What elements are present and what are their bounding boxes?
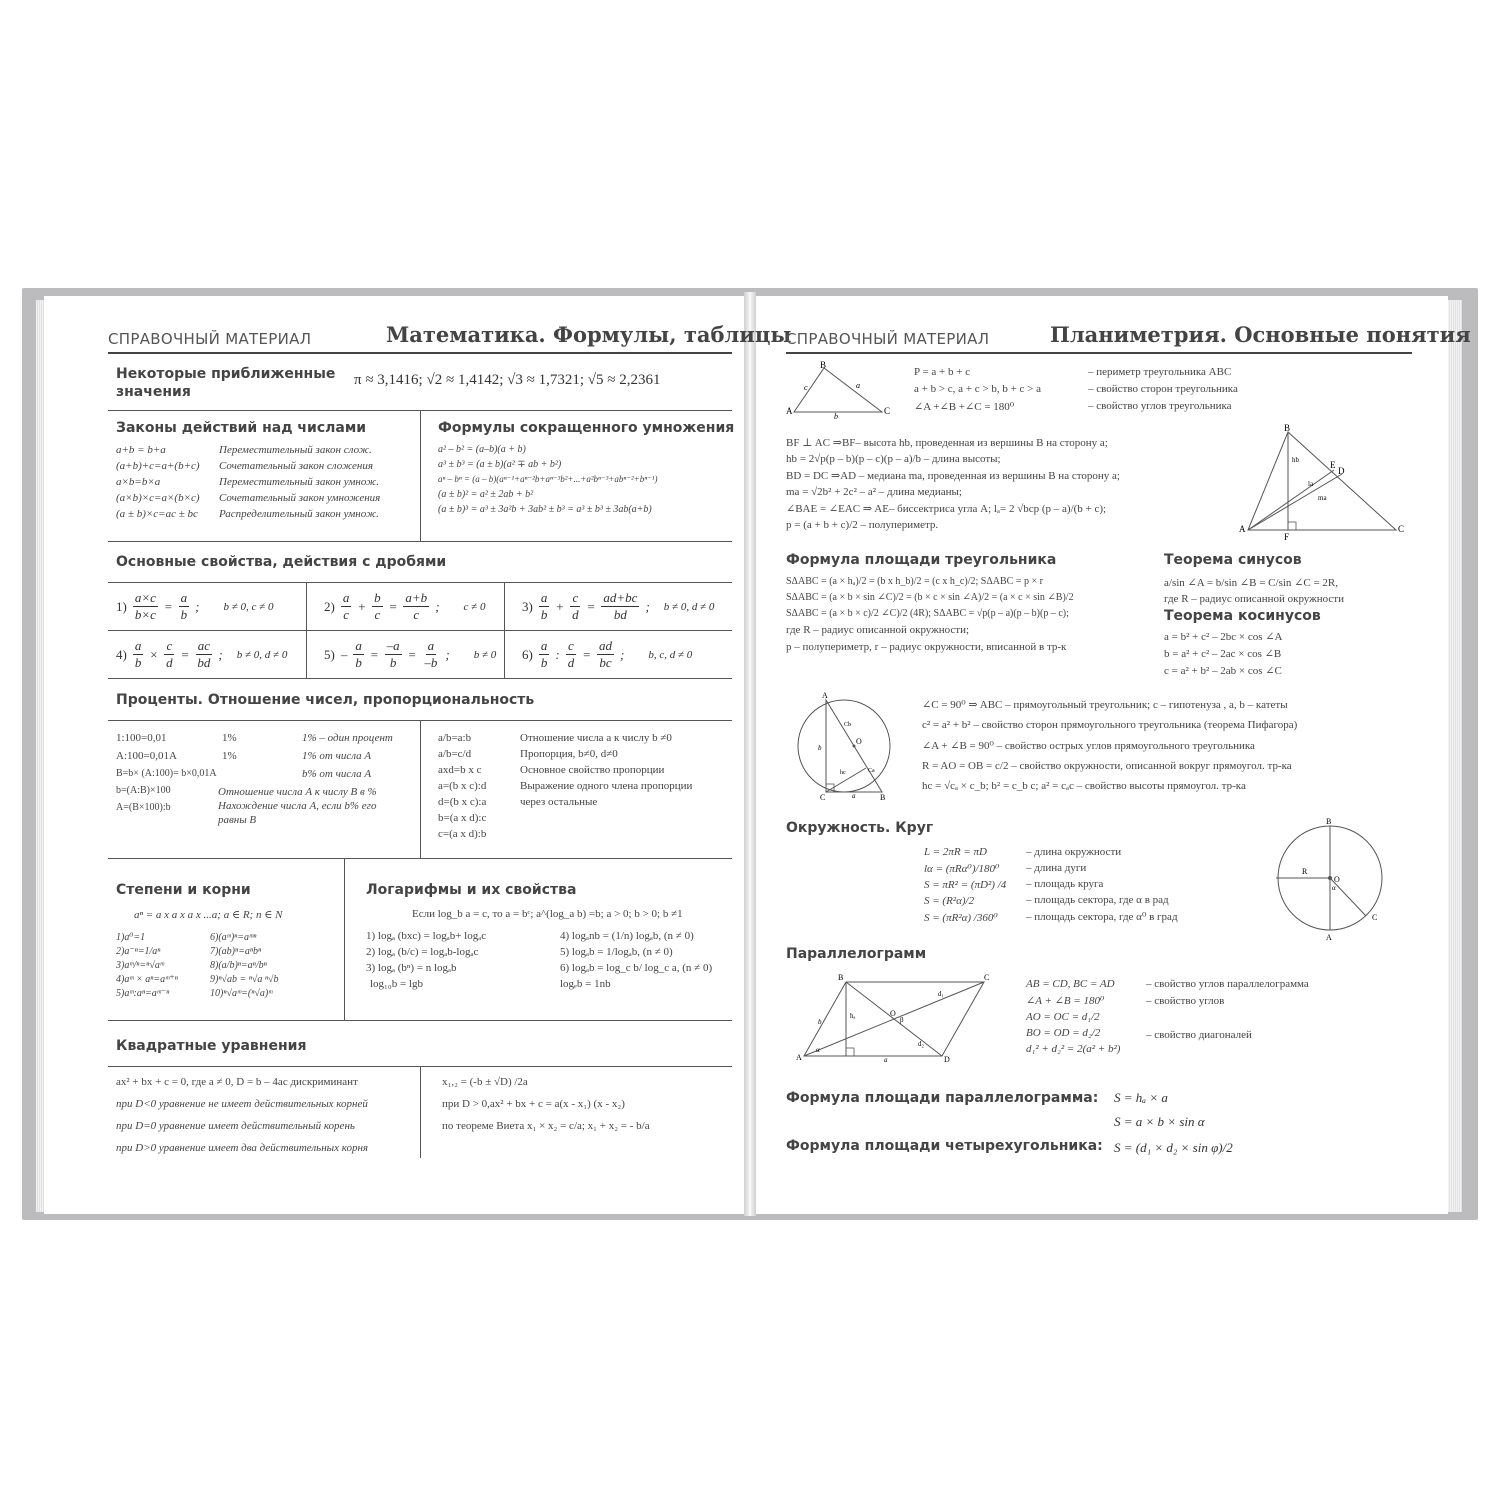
- fraction: $\frac{c}{d}$: [567, 638, 575, 670]
- tri2-line: p = (a + b + c)/2 – полупериметр.: [786, 519, 939, 531]
- circle-note: – длина дуги: [1026, 862, 1087, 874]
- powers-col-1: [116, 932, 178, 999]
- cosines-lines: [1164, 630, 1282, 677]
- circle-formula: S = (πR²α) /360⁰: [924, 912, 998, 924]
- tri1-formula: P = a + b + c: [914, 366, 971, 378]
- tri2-lines: [786, 436, 1120, 531]
- vertex-label: B: [838, 973, 844, 982]
- laws-formulas: [116, 444, 200, 520]
- fraction: $\frac{a+b}{c}$: [405, 590, 428, 622]
- angle-label: β: [900, 1016, 904, 1024]
- law-desc: Сочетательный закон умножения: [219, 492, 381, 504]
- triangle-abc-diagram: [784, 360, 894, 420]
- fraction-rule-number: 2): [324, 598, 335, 614]
- power-rule: 9)ⁿ√ab = ⁿ√a ⁿ√b: [210, 974, 279, 985]
- left-header-title: Математика. Формулы, таблицы: [386, 322, 792, 347]
- area-line: p – полупериметр, r – радиус окружности, вписанной в тр-к: [786, 641, 1067, 653]
- law-desc: Переместительный закон слож.: [219, 444, 372, 456]
- vertex-label: B: [1284, 423, 1291, 433]
- short-mult-formula: a³ ± b³ = (a ± b)(a² ∓ ab + b²): [438, 459, 562, 470]
- law-desc: Сочетательный закон сложения: [219, 460, 374, 472]
- quad-area-formula: S = (d₁ × d₂ × sin φ)/2: [1114, 1140, 1233, 1155]
- right-tri-line: R = AO = OB = c/2 – свойство окружности, описанной вокруг прямоугол. тр-ка: [922, 760, 1292, 772]
- power-rule: 2)a⁻ⁿ=1/aⁿ: [116, 946, 161, 957]
- power-rule: 7)(ab)ⁿ=aⁿbⁿ: [210, 946, 262, 957]
- laws-descriptions: [219, 444, 380, 520]
- fractions-title: Основные свойства, действия с дробями: [116, 554, 447, 570]
- short-mult-formula: a² – b² = (a–b)(a + b): [438, 444, 526, 455]
- logs-col-1: [366, 930, 486, 990]
- column-divider: [420, 720, 421, 858]
- tri2-line: BF ⊥ AC ⇒BF– высота hb, проведенная из вершины B на сторону a;: [786, 437, 1108, 449]
- point-label: A: [1326, 933, 1332, 942]
- par-area-formula-2: S = a × b × sin α: [1114, 1114, 1205, 1129]
- power-rule: 6)(aᵐ)ⁿ=aᵐⁿ: [210, 932, 257, 943]
- right-triangle-circle-diagram: [792, 690, 892, 802]
- short-mult-title: Формулы сокращенного умножения: [438, 420, 735, 436]
- proportion-desc: Пропорция, b≠0, d≠0: [520, 748, 618, 760]
- parallelogram-formula: AO = OC = d₁/2: [1026, 1011, 1100, 1023]
- right-header-rule: [786, 352, 1412, 354]
- fraction: $\frac{c}{d}$: [572, 590, 579, 622]
- quad-line: x₁,₂ = (-b ± √D) /2a: [442, 1076, 528, 1088]
- vertex-label: A: [786, 406, 793, 416]
- proportion-desc: Отношение числа a к числу b ≠0: [520, 732, 672, 744]
- logs-definition: Если log_b a = c, то a = bᶜ; a^(log_a b) =b; a > 0; b > 0; b ≠1: [412, 908, 683, 920]
- vertex-label: E: [1330, 460, 1336, 470]
- proportion-descriptions: [520, 732, 692, 808]
- cosines-title: Теорема косинусов: [1164, 608, 1321, 624]
- column-divider: [504, 582, 505, 678]
- circle-formula: L = 2πR = πD: [924, 846, 987, 858]
- power-rule: 1)a⁰=1: [116, 932, 146, 943]
- area-line: SΔABC = (a × hₐ)/2 = (b x h_b)/2 = (c x h_c)/2; SΔABC = p × r: [786, 576, 1043, 587]
- percent-formula: B=b× (A:100)= b×0,01A: [116, 768, 217, 779]
- quad-line: при D > 0,ax² + bx + c = a(x - x₁) (x - x₂): [442, 1098, 625, 1110]
- law-formula: a×b=b×a: [116, 476, 161, 488]
- power-rule: 8)(a/b)ⁿ=aⁿ/bⁿ: [210, 960, 267, 971]
- proportion-formula: a=(b x c):d: [438, 780, 487, 792]
- circle-note: – площадь сектора, где α в рад: [1026, 894, 1169, 906]
- fraction-condition: c ≠ 0: [463, 600, 486, 613]
- right-tri-lines: [922, 698, 1297, 792]
- side-label: a: [856, 381, 860, 390]
- log-rule: 4) logₐnb = (1/n) logₐb, (n ≠ 0): [560, 930, 694, 942]
- radius-label: R: [1302, 867, 1308, 876]
- short-mult-formula: aⁿ – bⁿ = (a – b)(aⁿ⁻¹+aⁿ⁻²b+aⁿ⁻³b²+...+a²bⁿ⁻³+abⁿ⁻²+bⁿ⁻¹): [438, 474, 658, 484]
- left-page: [44, 296, 792, 1212]
- area-title: Формула площади треугольника: [786, 552, 1057, 568]
- segment-label: Ca: [868, 768, 875, 774]
- quad-title: Квадратные уравнения: [116, 1038, 307, 1054]
- fraction: $\frac{a}{c}$: [342, 590, 350, 622]
- log-rule: log₁₀b = lgb: [370, 978, 423, 990]
- circle-note: – площадь круга: [1026, 878, 1104, 890]
- powers-col-2: [210, 932, 279, 999]
- power-rule: 5)aᵐ:aⁿ=aᵐ⁻ⁿ: [116, 988, 170, 999]
- fraction-rule-number: 5): [324, 646, 335, 662]
- tri1-note: – свойство углов треугольника: [1088, 400, 1232, 412]
- left-header-rule: [108, 352, 732, 354]
- fraction-rule-2: 2) $\frac{a}{c}$ + $\frac{b}{c}$ = $\frac{a+b}{c}$ ; c ≠ 0: [324, 590, 486, 622]
- vertex-label: B: [880, 793, 886, 802]
- proportion-formula: a/b=c/d: [438, 748, 472, 760]
- circle-formula: S = πR² = (πD²) /4: [924, 879, 1007, 891]
- point-label: O: [1334, 875, 1340, 884]
- side-label: b: [818, 744, 822, 752]
- quad-line: ax² + bx + c = 0, где a ≠ 0, D = b – 4ac дискриминант: [116, 1076, 358, 1088]
- fraction: $\frac{-a}{b}$: [386, 638, 400, 670]
- right-tri-line: c² = a² + b² – свойство сторон прямоугольного треугольника (теорема Пифагора): [922, 719, 1298, 731]
- parallelogram-title: Параллелограмм: [786, 946, 927, 962]
- approx-values: π ≈ 3,1416; √2 ≈ 1,4142; √3 ≈ 1,7321; √5 ≈ 2,2361: [354, 372, 661, 388]
- fraction-condition: b ≠ 0: [473, 648, 497, 661]
- fraction: $\frac{b}{c}$: [374, 590, 381, 622]
- sines-line: a/sin ∠A = b/sin ∠B = C/sin ∠C = 2R,: [1164, 577, 1339, 589]
- vertex-label: B: [820, 360, 827, 370]
- divider: [108, 541, 732, 542]
- parallelogram-formula: d₁² + d₂² = 2(a² + b²): [1026, 1043, 1121, 1055]
- percent-formula: b=(A:B)×100: [116, 785, 171, 796]
- fraction-rule-number: 3): [522, 598, 533, 614]
- parallelogram-note: – свойство углов: [1146, 995, 1225, 1007]
- fraction: $\frac{ad+bc}{bd}$: [603, 590, 638, 622]
- law-desc: Переместительный закон умнож.: [219, 476, 380, 488]
- segment-label: hb: [1292, 456, 1299, 464]
- right-page: [752, 296, 1471, 1212]
- angle-label: α: [816, 1046, 820, 1054]
- vertex-label: C: [1398, 524, 1405, 534]
- segment-label: hc: [840, 770, 846, 776]
- circle-title: Окружность. Круг: [786, 820, 934, 836]
- fraction: $\frac{a}{b}$: [540, 638, 548, 670]
- circle-diagram: [1268, 816, 1398, 940]
- percent-title: Проценты. Отношение чисел, пропорциональность: [116, 692, 535, 708]
- segment-label: Cb: [844, 722, 852, 728]
- percent-formula: A=(B×100):b: [116, 802, 171, 813]
- log-rule: 3) logₐ (bⁿ) = n logₐb: [366, 962, 457, 974]
- proportion-desc: через остальные: [520, 796, 598, 808]
- column-divider: [420, 1066, 421, 1158]
- parallelogram-note: – свойство углов параллелограмма: [1146, 978, 1309, 990]
- divider: [108, 582, 732, 583]
- segment-label: la: [1308, 480, 1314, 488]
- tri2-line: BD = DC ⇒AD – медиана ma, проведенная из вершины B на сторону a;: [786, 470, 1120, 482]
- tri1-note: – периметр треугольника ABC: [1088, 366, 1232, 378]
- vertex-label: O: [856, 737, 862, 746]
- log-rule: 2) logₐ (b/c) = logₐb-logₐc: [366, 946, 479, 958]
- side-label: b: [818, 1018, 822, 1026]
- quad-left: [116, 1076, 368, 1154]
- side-label: a: [852, 792, 856, 800]
- quad-line: при D<0 уравнение не имеет действительных корней: [116, 1098, 368, 1110]
- column-divider: [344, 858, 345, 1020]
- parallelogram-diagram: [794, 972, 994, 1064]
- parallelogram-notes: [1146, 978, 1309, 1042]
- fraction: $\frac{ac}{bd}$: [197, 638, 211, 670]
- sines-title: Теорема синусов: [1164, 552, 1302, 568]
- fraction-condition: b ≠ 0, c ≠ 0: [223, 600, 274, 613]
- percent-value: 1%: [222, 732, 237, 744]
- log-rule: logₑb = 1nb: [560, 978, 611, 990]
- point-label: O: [890, 1009, 896, 1018]
- side-label: a: [884, 1056, 888, 1064]
- fraction-rule-4: 4) $\frac{a}{b}$ × $\frac{c}{d}$ = $\frac{ac}{bd}$ ; b ≠ 0, d ≠ 0: [116, 638, 288, 670]
- sines-lines: [1164, 576, 1344, 605]
- percent-desc: 1% от числа A: [302, 750, 372, 762]
- circle-notes: [1026, 846, 1178, 923]
- percent-desc: b% от числа A: [302, 768, 372, 780]
- fraction: $\frac{a}{-b}$: [424, 638, 438, 670]
- fraction-rule-6: 6) $\frac{a}{b}$ : $\frac{c}{d}$ = $\frac{ad}{bc}$ ; b, c, d ≠ 0: [522, 638, 693, 670]
- percent-col-a: [116, 732, 217, 813]
- fraction-condition: b ≠ 0, d ≠ 0: [663, 600, 715, 613]
- vertex-label: D: [944, 1055, 950, 1064]
- fraction-rule-5: 5) – $\frac{a}{b}$ = $\frac{-a}{b}$ = $\frac{a}{-b}$ ; b ≠ 0: [324, 638, 497, 670]
- tri2-line: ∠BAE = ∠EAC ⇒ AE– биссектриса угла A; lₐ= 2 √bcp (p – a)/(b + c);: [786, 503, 1107, 515]
- tri1-formulas: [914, 366, 1041, 413]
- divider: [108, 858, 732, 859]
- sines-line: где R – радиус описанной окружности: [1164, 593, 1345, 605]
- fraction-rule-number: 1): [116, 598, 127, 614]
- percent-desc: Нахождение числа A, если b% его: [218, 800, 377, 812]
- tri1-notes: [1088, 366, 1238, 412]
- percent-desc: равны B: [218, 814, 257, 826]
- power-rule: 10)ⁿ√aᵐ=(ⁿ√a)ᵐ: [210, 988, 273, 999]
- right-tri-line: hc = √cₐ × c_b; b² = c_b c; a² = cₐc – свойство высоты прямоугол. тр-ка: [922, 780, 1246, 792]
- law-formula: a+b = b+a: [116, 444, 166, 456]
- proportion-formula: a/b=a:b: [438, 732, 472, 744]
- angle-label: α: [1332, 884, 1336, 892]
- tri2-line: ma = √2b² + 2c² – a² – длина медианы;: [786, 486, 962, 498]
- divider: [108, 1020, 732, 1021]
- logs-col-2: [560, 930, 712, 990]
- area-line: SΔABC = (a × b × c)/2 ∠C)/2 (4R); SΔABC = √p(p – a)(p – b)(p – c);: [786, 608, 1069, 619]
- law-formula: (a ± b)×c=ac ± bc: [116, 508, 198, 520]
- height-label: hₐ: [850, 1012, 856, 1020]
- proportion-formula: b=(a x d):c: [438, 812, 487, 824]
- point-label: C: [1372, 913, 1378, 922]
- log-rule: 1) logₐ (bxc) = logₐb+ logₐc: [366, 930, 487, 942]
- logs-title: Логарифмы и их свойства: [366, 882, 577, 898]
- area-lines: [786, 576, 1074, 653]
- diagonal-label: d₂: [918, 1040, 924, 1048]
- percent-desc: 1% – один процент: [302, 732, 393, 744]
- short-mult-formulas: [438, 444, 658, 515]
- divider: [108, 630, 732, 631]
- percent-col-b: [222, 732, 237, 762]
- segment-label: ma: [1318, 494, 1327, 502]
- proportion-formula: d=(b x c):a: [438, 796, 487, 808]
- column-divider: [420, 410, 421, 541]
- tri1-formula: a + b > c, a + c > b, b + c > a: [914, 383, 1042, 395]
- power-rule: 4)aᵐ × aⁿ=aᵐ⁺ⁿ: [116, 974, 178, 985]
- powers-definition: aⁿ = a x a x a x ...a; a ∈ R; n ∈ N: [134, 909, 283, 921]
- area-line: где R – радиус описанной окружности;: [786, 624, 970, 636]
- point-label: B: [1326, 817, 1332, 826]
- left-header-label: СПРАВОЧНЫЙ МАТЕРИАЛ: [108, 330, 312, 348]
- circle-formulas: [924, 846, 1006, 924]
- cosines-line: a = b² + c² – 2bc × cos ∠A: [1164, 631, 1283, 643]
- parallelogram-formula: ∠A + ∠B = 180⁰: [1026, 995, 1105, 1007]
- area-line: SΔABC = (a × b × sin ∠C)/2 = (b × c × sin ∠A)/2 = (a × c × sin ∠B)/2: [786, 592, 1074, 603]
- power-rule: 3)aᵐ/ⁿ=ⁿ√aᵐ: [116, 960, 164, 971]
- percent-formula: 1:100=0,01: [116, 732, 167, 744]
- quad-right: [442, 1076, 650, 1132]
- quad-line: по теореме Виета x₁ × x₂ = c/a; x₁ + x₂ = - b/a: [442, 1120, 650, 1132]
- parallelogram-note: – свойство диагоналей: [1146, 1029, 1252, 1041]
- side-label: c: [804, 383, 808, 392]
- right-tri-line: ∠C = 90⁰ ⇒ ABC – прямоугольный треугольник; c – гипотенуза , a, b – катеты: [922, 699, 1288, 711]
- fraction: $\frac{a}{b}$: [540, 590, 548, 622]
- fraction-rule-3: 3) $\frac{a}{b}$ + $\frac{c}{d}$ = $\frac{ad+bc}{bd}$ ; b ≠ 0, d ≠ 0: [522, 590, 715, 622]
- proportion-formula: c=(a x d):b: [438, 828, 487, 840]
- fraction: $\frac{a\times c}{b\times c}$: [134, 590, 156, 622]
- fraction-condition: b ≠ 0, d ≠ 0: [236, 648, 288, 661]
- proportion-formula: axd=b x c: [438, 764, 482, 776]
- percent-value: 1%: [222, 750, 237, 762]
- law-desc: Распределительный закон умнож.: [219, 508, 379, 520]
- vertex-label: A: [822, 691, 828, 700]
- diagonal-label: d₁: [938, 990, 944, 998]
- cosines-line: c = a² + b² – 2ab × cos ∠C: [1164, 665, 1282, 677]
- parallelogram-note: [1146, 1012, 1309, 1025]
- log-rule: 6) logₐb = log_c b/ log_c a, (n ≠ 0): [560, 962, 713, 974]
- powers-title: Степени и корни: [116, 882, 251, 898]
- column-divider: [306, 582, 307, 678]
- side-label: b: [834, 412, 838, 421]
- parallelogram-formula: AB = CD, BC = AD: [1026, 978, 1115, 990]
- parallelogram-formula: BO = OD = d₂/2: [1026, 1027, 1101, 1039]
- fraction: $\frac{ad}{bc}$: [598, 638, 612, 670]
- percent-col-c2: [218, 786, 377, 826]
- proportion-desc: Основное свойство пропорции: [520, 764, 665, 776]
- par-area-label: Формула площади параллелограмма:: [786, 1090, 1099, 1106]
- vertex-label: D: [1338, 466, 1345, 476]
- quad-line: при D=0 уравнение имеет действительный корень: [116, 1120, 355, 1132]
- fraction: $\frac{a}{b}$: [134, 638, 142, 670]
- proportion-formulas: [438, 732, 486, 840]
- right-header-label: СПРАВОЧНЫЙ МАТЕРИАЛ: [786, 330, 990, 348]
- approx-title-2: значения: [116, 384, 191, 400]
- fraction-condition: b, c, d ≠ 0: [648, 648, 693, 661]
- law-formula: (a×b)×c=a×(b×c): [116, 492, 200, 504]
- short-mult-formula: (a ± b)³ = a³ ± 3a²b + 3ab² ± b³ = a³ ± b³ ± 3ab(a+b): [438, 504, 652, 515]
- cosines-line: b = a² + c² – 2ac × cos ∠B: [1164, 648, 1282, 660]
- fraction-rule-number: 6): [522, 646, 533, 662]
- fraction-rule-1: 1) $\frac{a\times c}{b\times c}$ = $\frac{a}{b}$ ; b ≠ 0, c ≠ 0: [116, 590, 274, 622]
- percent-desc: Отношение числа A к числу B в %: [218, 786, 377, 798]
- tri1-note: – свойство сторон треугольника: [1088, 383, 1238, 395]
- proportion-desc: Выражение одного члена пропорции: [520, 780, 693, 792]
- par-area-formula-1: S = hₐ × a: [1114, 1090, 1168, 1105]
- circle-formula: lα = (πRα⁰)/180⁰: [924, 863, 1000, 875]
- right-tri-line: ∠A + ∠B = 90⁰ – свойство острых углов прямоугольного треугольника: [922, 740, 1255, 752]
- fraction: $\frac{a}{b}$: [355, 638, 362, 670]
- quad-area-label: Формула площади четырехугольника:: [786, 1138, 1103, 1154]
- tri2-line: hb = 2√p(p – b)(p – c)(p – a)/b – длина высоты;: [786, 453, 1001, 465]
- circle-note: – площадь сектора, где α⁰ в град: [1026, 911, 1178, 923]
- vertex-label: C: [984, 973, 990, 982]
- fraction: $\frac{c}{d}$: [166, 638, 173, 670]
- triangle-medians-diagram: [1238, 423, 1408, 542]
- circle-note: – длина окружности: [1026, 846, 1122, 858]
- percent-col-c: [302, 732, 393, 780]
- fraction-rule-number: 4): [116, 646, 127, 662]
- vertex-label: F: [1284, 532, 1290, 542]
- vertex-label: C: [820, 793, 826, 802]
- divider: [108, 678, 732, 679]
- quad-line: при D>0 уравнение имеет два действительных корня: [116, 1142, 369, 1154]
- tri1-formula: ∠A +∠B +∠C = 180⁰: [914, 401, 1015, 413]
- laws-title: Законы действий над числами: [116, 420, 367, 436]
- law-formula: (a+b)+c=a+(b+c): [116, 460, 200, 472]
- percent-formula: A:100=0,01A: [116, 750, 177, 762]
- approx-title-1: Некоторые приближенные: [116, 366, 336, 382]
- log-rule: 5) logₐb = 1/logₐb, (n ≠ 0): [560, 946, 673, 958]
- vertex-label: A: [1239, 524, 1246, 534]
- parallelogram-formulas: [1026, 978, 1120, 1055]
- circle-formula: S = (R²α)/2: [924, 895, 975, 907]
- right-header-title: Планиметрия. Основные понятия: [1050, 322, 1471, 347]
- fraction: $\frac{a}{b}$: [180, 590, 188, 622]
- short-mult-formula: (a ± b)² = a² ± 2ab + b²: [438, 489, 534, 500]
- vertex-label: A: [796, 1053, 802, 1062]
- vertex-label: C: [884, 406, 891, 416]
